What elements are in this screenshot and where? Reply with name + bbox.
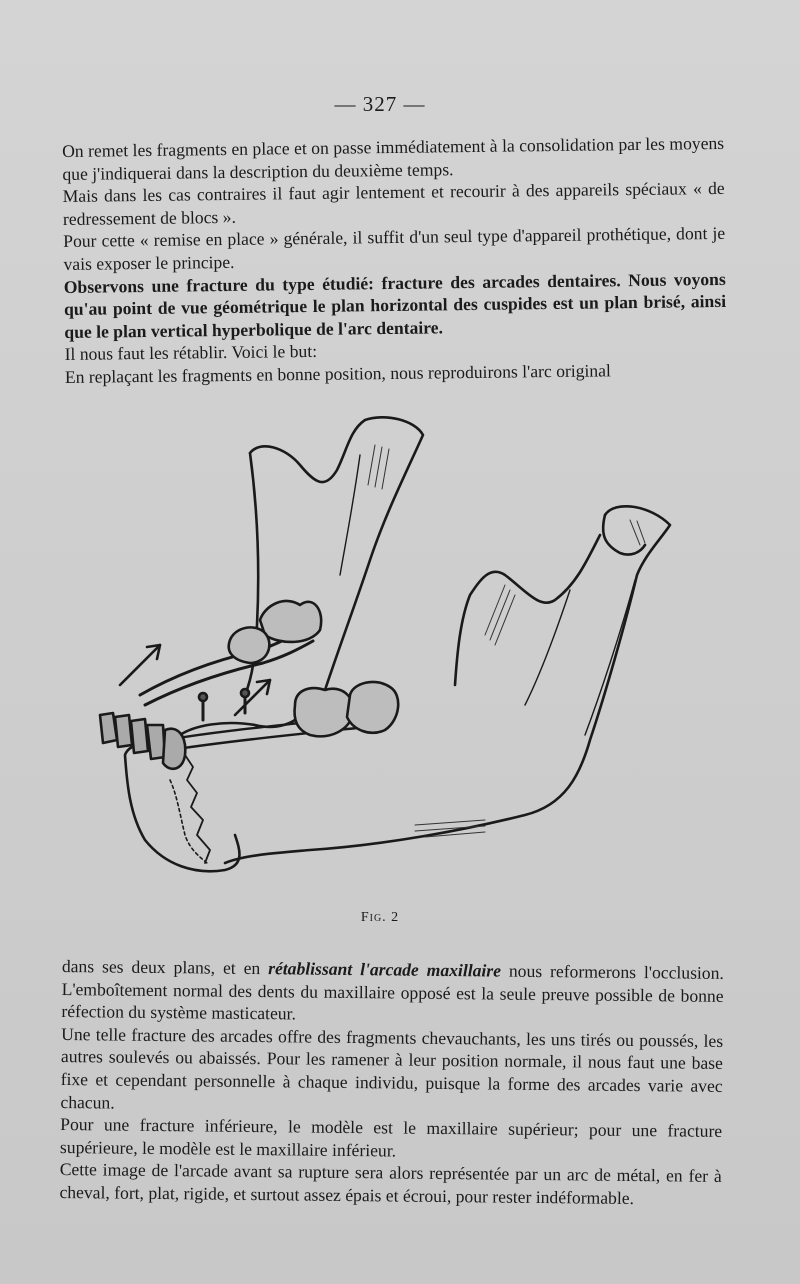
page-number: — 327 —	[334, 92, 426, 116]
paragraph: On remet les fragments en place et on passe immédiatement à la consolidation par les moyens que j'indiquerai dans la description du deuxième temps.	[62, 132, 725, 184]
paragraph: Une telle fracture des arcades offre des fragments chevauchants, les uns tirés ou poussés, les autres soulevés ou abaissés. Pour les ramener à leur position normale, il nous faut une base fixe et cependant personnelle à chaque individu, puisque la forme des arcades varie avec chacun.	[60, 1023, 724, 1113]
figure-caption: Fig. 2	[360, 910, 400, 925]
continuation-text: nous reformerons l'occlusion. L'emboîtement normal des dents du maxillaire opposé est la seule preuve possible de bonne réfection du système masticateur.	[61, 960, 724, 1024]
top-text-block	[62, 132, 727, 389]
mandible-fracture-figure	[85, 395, 705, 900]
bottom-text-block	[59, 955, 724, 1210]
paragraph: Pour cette « remise en place » générale, il suffit d'un seul type d'appareil prothétique, dont je vais exposer le principe.	[63, 223, 726, 274]
paragraph: Cette image de l'arcade avant sa rupture sera alors représentée par un arc de métal, en fer à cheval, fort, plat, rigide, et surtout assez épais et écroui, pour rester indéformable.	[59, 1159, 722, 1208]
paragraph: Pour une fracture inférieure, le modèle est le maxillaire supérieur; pour une fracture supérieure, le modèle est le maxillaire inférieur.	[59, 1114, 723, 1161]
continuation-text: dans ses deux plans, et en	[61, 955, 269, 979]
italic-text: rétablissant l'arcade maxillaire	[268, 958, 502, 981]
paragraph: Observons une fracture du type étudié: fracture des arcades dentaires. Nous voyons qu'au point de vue géométrique le plan horizontal des cuspides est un plan brisé, ainsi que le plan vertical hyperbolique de l'arc dentaire.	[63, 268, 727, 342]
paragraph: Mais dans les cas contraires il faut agir lentement et recourir à des appareils spéciaux « de redressement de blocs ».	[62, 178, 725, 229]
paragraph: Il nous faut les rétablir. Voici le but:	[64, 341, 318, 365]
paragraph: En replaçant les fragments en bonne position, nous reproduirons l'arc original	[64, 360, 611, 387]
paragraph	[61, 955, 724, 1030]
